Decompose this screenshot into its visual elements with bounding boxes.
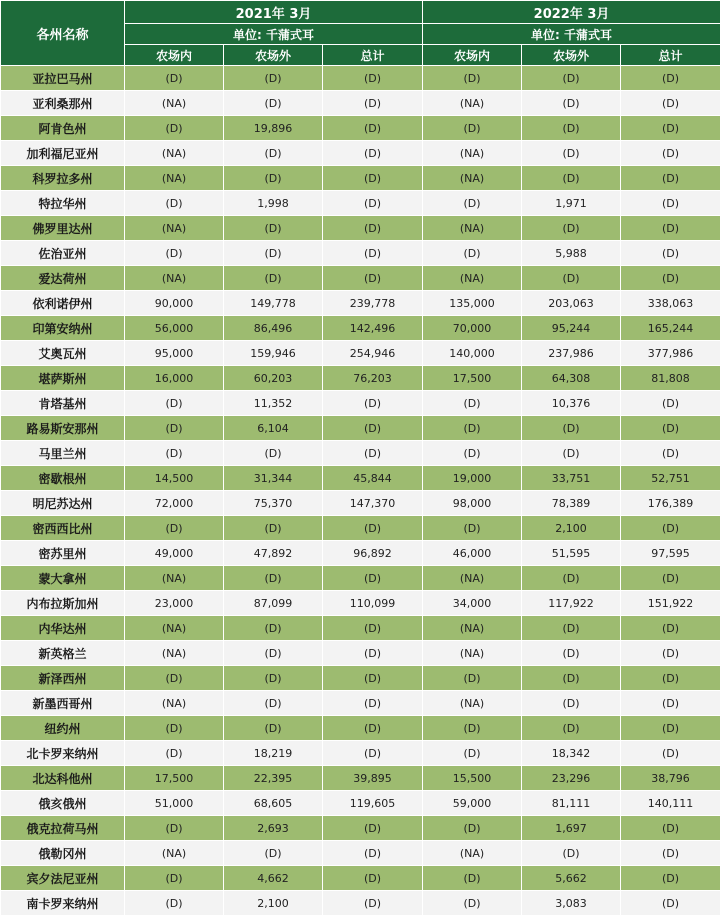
state-name-cell: 新英格兰	[1, 641, 125, 666]
total-2022-cell: 176,389	[621, 491, 720, 516]
on-farm-2022-cell: 135,000	[423, 291, 522, 316]
total-2021-cell: (D)	[323, 641, 423, 666]
year-2021-header: 2021年 3月	[125, 1, 423, 24]
on-farm-2021-cell: 49,000	[125, 541, 224, 566]
table-header	[1, 1, 720, 66]
on-farm-2022-cell: (D)	[423, 891, 522, 916]
off-farm-2022-cell: (D)	[522, 641, 621, 666]
table-row	[1, 866, 720, 891]
off-farm-2021-cell: (D)	[224, 266, 323, 291]
off-farm-2021-cell: (D)	[224, 141, 323, 166]
on-farm-2021-cell: (D)	[125, 416, 224, 441]
total-2022-cell: (D)	[621, 891, 720, 916]
state-name-cell: 特拉华州	[1, 191, 125, 216]
off-farm-2021-cell: (D)	[224, 66, 323, 91]
total-2021-cell: (D)	[323, 516, 423, 541]
on-farm-2021-cell: (NA)	[125, 266, 224, 291]
state-name-cell: 加利福尼亚州	[1, 141, 125, 166]
table-row	[1, 91, 720, 116]
on-farm-2022-cell: (D)	[423, 441, 522, 466]
off-farm-2021-cell: 87,099	[224, 591, 323, 616]
state-name-cell: 新墨西哥州	[1, 691, 125, 716]
table-row	[1, 241, 720, 266]
total-2021-cell: (D)	[323, 691, 423, 716]
table-row	[1, 741, 720, 766]
total-2022-cell: (D)	[621, 566, 720, 591]
off-farm-2021-cell: 19,896	[224, 116, 323, 141]
off-farm-2021-cell: 68,605	[224, 791, 323, 816]
on-farm-2022-cell: (NA)	[423, 91, 522, 116]
table-row	[1, 641, 720, 666]
off-farm-2022-cell: (D)	[522, 666, 621, 691]
total-2022-cell: (D)	[621, 666, 720, 691]
off-farm-2021-cell: 6,104	[224, 416, 323, 441]
off-farm-2021-cell: (D)	[224, 241, 323, 266]
state-name-cell: 阿肯色州	[1, 116, 125, 141]
off-farm-2022-cell: (D)	[522, 266, 621, 291]
total-2022-cell: (D)	[621, 616, 720, 641]
on-farm-2021-cell: (D)	[125, 391, 224, 416]
on-farm-2022-cell: 46,000	[423, 541, 522, 566]
total-2021-cell: (D)	[323, 241, 423, 266]
on-farm-2021-cell: (D)	[125, 716, 224, 741]
table-row	[1, 166, 720, 191]
state-name-cell: 科罗拉多州	[1, 166, 125, 191]
on-farm-2021-cell: (D)	[125, 516, 224, 541]
total-2022-cell: (D)	[621, 241, 720, 266]
state-name-cell: 明尼苏达州	[1, 491, 125, 516]
state-name-cell: 新泽西州	[1, 666, 125, 691]
on-farm-2021-cell: (NA)	[125, 141, 224, 166]
table-row	[1, 491, 720, 516]
on-farm-2022-cell: (NA)	[423, 216, 522, 241]
total-2021-cell: (D)	[323, 141, 423, 166]
total-2021-cell: (D)	[323, 566, 423, 591]
total-2022-cell: 140,111	[621, 791, 720, 816]
total-2022-cell: 165,244	[621, 316, 720, 341]
table-row	[1, 891, 720, 916]
total-2022-cell: (D)	[621, 116, 720, 141]
on-farm-2022-cell: 98,000	[423, 491, 522, 516]
off-farm-2022-cell: 5,662	[522, 866, 621, 891]
table-row	[1, 841, 720, 866]
off-farm-2022-cell: 1,971	[522, 191, 621, 216]
off-farm-2022-cell: 5,988	[522, 241, 621, 266]
total-2021-cell: (D)	[323, 216, 423, 241]
off-farm-2022-cell: 78,389	[522, 491, 621, 516]
off-farm-2022-cell: 23,296	[522, 766, 621, 791]
table-row	[1, 416, 720, 441]
total-2021-cell: (D)	[323, 166, 423, 191]
state-name-cell: 俄克拉荷马州	[1, 816, 125, 841]
off-farm-2021-cell: 31,344	[224, 466, 323, 491]
on-farm-2021-cell: (D)	[125, 666, 224, 691]
total-2021-cell: 147,370	[323, 491, 423, 516]
on-farm-2022-cell: (D)	[423, 516, 522, 541]
on-farm-2021-cell: 16,000	[125, 366, 224, 391]
on-farm-2021-cell: (D)	[125, 816, 224, 841]
off-farm-2021-cell: 60,203	[224, 366, 323, 391]
total-2021-cell: 119,605	[323, 791, 423, 816]
total-2022-cell: (D)	[621, 141, 720, 166]
total-2021-cell: (D)	[323, 891, 423, 916]
off-farm-2022-cell: (D)	[522, 216, 621, 241]
on-farm-2022-cell: 19,000	[423, 466, 522, 491]
off-farm-2021-cell: (D)	[224, 641, 323, 666]
off-farm-2021-cell: 159,946	[224, 341, 323, 366]
off-farm-2021-cell: 86,496	[224, 316, 323, 341]
total-2021-cell: 254,946	[323, 341, 423, 366]
on-farm-2021-cell: (D)	[125, 116, 224, 141]
off-farm-2022-cell: 64,308	[522, 366, 621, 391]
off-farm-2022-cell: (D)	[522, 166, 621, 191]
state-name-cell: 印第安纳州	[1, 316, 125, 341]
total-2021-cell: 239,778	[323, 291, 423, 316]
table-row	[1, 591, 720, 616]
state-name-cell: 南卡罗来纳州	[1, 891, 125, 916]
total-2022-cell: (D)	[621, 216, 720, 241]
off-farm-2022-cell: (D)	[522, 616, 621, 641]
off-farm-2021-cell: 1,998	[224, 191, 323, 216]
table-row	[1, 766, 720, 791]
total-2022-cell: (D)	[621, 866, 720, 891]
off-farm-2021-cell: (D)	[224, 691, 323, 716]
state-name-cell: 堪萨斯州	[1, 366, 125, 391]
total-2021-cell: (D)	[323, 666, 423, 691]
total-2022-cell: (D)	[621, 516, 720, 541]
on-farm-2022-cell: (NA)	[423, 691, 522, 716]
state-name-cell: 俄勒冈州	[1, 841, 125, 866]
state-name-cell: 内华达州	[1, 616, 125, 641]
total-2021-cell: (D)	[323, 66, 423, 91]
total-2021-cell: (D)	[323, 191, 423, 216]
total-2021-cell: (D)	[323, 391, 423, 416]
state-name-cell: 亚拉巴马州	[1, 66, 125, 91]
off-farm-2022-cell: (D)	[522, 66, 621, 91]
total-header-2022: 总计	[621, 45, 720, 66]
on-farm-2021-cell: 90,000	[125, 291, 224, 316]
on-farm-2022-cell: (D)	[423, 416, 522, 441]
state-name-cell: 依利诺伊州	[1, 291, 125, 316]
table-row	[1, 616, 720, 641]
off-farm-2022-cell: (D)	[522, 566, 621, 591]
state-name-cell: 北卡罗来纳州	[1, 741, 125, 766]
total-2022-cell: (D)	[621, 691, 720, 716]
total-2022-cell: 81,808	[621, 366, 720, 391]
off-farm-2022-cell: (D)	[522, 691, 621, 716]
total-2022-cell: (D)	[621, 841, 720, 866]
state-name-cell: 内布拉斯加州	[1, 591, 125, 616]
total-2022-cell: (D)	[621, 166, 720, 191]
total-2022-cell: (D)	[621, 191, 720, 216]
off-farm-2021-cell: (D)	[224, 91, 323, 116]
table-row	[1, 666, 720, 691]
table-row	[1, 791, 720, 816]
total-2022-cell: (D)	[621, 741, 720, 766]
table-row	[1, 516, 720, 541]
on-farm-2022-cell: (D)	[423, 191, 522, 216]
on-farm-2022-cell: (D)	[423, 666, 522, 691]
total-2022-cell: (D)	[621, 91, 720, 116]
on-farm-2021-cell: (NA)	[125, 691, 224, 716]
table-row	[1, 366, 720, 391]
off-farm-2021-cell: (D)	[224, 566, 323, 591]
on-farm-2021-cell: (D)	[125, 241, 224, 266]
table-row	[1, 141, 720, 166]
unit-header-2021: 单位: 千蒲式耳	[125, 24, 423, 45]
on-farm-2022-cell: (D)	[423, 116, 522, 141]
off-farm-2022-cell: (D)	[522, 441, 621, 466]
on-farm-2022-cell: 70,000	[423, 316, 522, 341]
table-row	[1, 191, 720, 216]
state-name-cell: 佐治亚州	[1, 241, 125, 266]
off-farm-2022-cell: 2,100	[522, 516, 621, 541]
on-farm-header-2022: 农场内	[423, 45, 522, 66]
table-row	[1, 466, 720, 491]
on-farm-2021-cell: (NA)	[125, 641, 224, 666]
on-farm-2021-cell: 14,500	[125, 466, 224, 491]
state-name-cell: 艾奥瓦州	[1, 341, 125, 366]
on-farm-2021-cell: (NA)	[125, 166, 224, 191]
table-row	[1, 566, 720, 591]
state-name-cell: 佛罗里达州	[1, 216, 125, 241]
off-farm-2021-cell: 22,395	[224, 766, 323, 791]
off-farm-2021-cell: 4,662	[224, 866, 323, 891]
state-name-cell: 密西西比州	[1, 516, 125, 541]
off-farm-2021-cell: 149,778	[224, 291, 323, 316]
unit-header-2022: 单位: 千蒲式耳	[423, 24, 720, 45]
state-name-cell: 路易斯安那州	[1, 416, 125, 441]
table-row	[1, 216, 720, 241]
on-farm-2022-cell: (NA)	[423, 841, 522, 866]
off-farm-2021-cell: (D)	[224, 216, 323, 241]
on-farm-2022-cell: 59,000	[423, 791, 522, 816]
on-farm-2021-cell: (NA)	[125, 91, 224, 116]
table-row	[1, 816, 720, 841]
total-2022-cell: (D)	[621, 66, 720, 91]
off-farm-2021-cell: (D)	[224, 441, 323, 466]
year-2022-header: 2022年 3月	[423, 1, 720, 24]
state-name-cell: 爱达荷州	[1, 266, 125, 291]
on-farm-2021-cell: (D)	[125, 66, 224, 91]
on-farm-2021-cell: (NA)	[125, 841, 224, 866]
total-2021-cell: 142,496	[323, 316, 423, 341]
total-2021-cell: (D)	[323, 616, 423, 641]
off-farm-2021-cell: (D)	[224, 516, 323, 541]
off-farm-2022-cell: (D)	[522, 716, 621, 741]
off-farm-2022-cell: (D)	[522, 416, 621, 441]
on-farm-2021-cell: (NA)	[125, 216, 224, 241]
on-farm-2021-cell: (D)	[125, 441, 224, 466]
state-name-cell: 北达科他州	[1, 766, 125, 791]
state-name-cell: 蒙大拿州	[1, 566, 125, 591]
on-farm-2022-cell: (NA)	[423, 166, 522, 191]
off-farm-2021-cell: 47,892	[224, 541, 323, 566]
off-farm-2022-cell: 95,244	[522, 316, 621, 341]
table-row	[1, 116, 720, 141]
table-row	[1, 316, 720, 341]
off-farm-2022-cell: (D)	[522, 91, 621, 116]
on-farm-header-2021: 农场内	[125, 45, 224, 66]
on-farm-2022-cell: (NA)	[423, 641, 522, 666]
off-farm-header-2022: 农场外	[522, 45, 621, 66]
on-farm-2022-cell: 17,500	[423, 366, 522, 391]
on-farm-2021-cell: (D)	[125, 191, 224, 216]
on-farm-2022-cell: (NA)	[423, 616, 522, 641]
off-farm-2021-cell: 2,693	[224, 816, 323, 841]
total-2022-cell: (D)	[621, 816, 720, 841]
total-2021-cell: 39,895	[323, 766, 423, 791]
off-farm-2022-cell: 203,063	[522, 291, 621, 316]
table-row	[1, 266, 720, 291]
state-name-cell: 密苏里州	[1, 541, 125, 566]
off-farm-2021-cell: (D)	[224, 716, 323, 741]
off-farm-2022-cell: 51,595	[522, 541, 621, 566]
on-farm-2022-cell: (D)	[423, 741, 522, 766]
total-2021-cell: (D)	[323, 816, 423, 841]
total-2022-cell: 52,751	[621, 466, 720, 491]
on-farm-2022-cell: (NA)	[423, 141, 522, 166]
on-farm-2022-cell: (D)	[423, 716, 522, 741]
off-farm-2022-cell: 10,376	[522, 391, 621, 416]
off-farm-header-2021: 农场外	[224, 45, 323, 66]
state-name-cell: 宾夕法尼亚州	[1, 866, 125, 891]
on-farm-2021-cell: 23,000	[125, 591, 224, 616]
total-2022-cell: 97,595	[621, 541, 720, 566]
state-name-cell: 亚利桑那州	[1, 91, 125, 116]
table-row	[1, 391, 720, 416]
state-name-cell: 肯塔基州	[1, 391, 125, 416]
on-farm-2021-cell: (NA)	[125, 566, 224, 591]
on-farm-2022-cell: 140,000	[423, 341, 522, 366]
table-row	[1, 441, 720, 466]
on-farm-2022-cell: (NA)	[423, 266, 522, 291]
state-name-cell: 马里兰州	[1, 441, 125, 466]
total-2021-cell: (D)	[323, 441, 423, 466]
state-name-cell: 俄亥俄州	[1, 791, 125, 816]
on-farm-2022-cell: (NA)	[423, 566, 522, 591]
total-2021-cell: (D)	[323, 716, 423, 741]
table-row	[1, 291, 720, 316]
total-2021-cell: (D)	[323, 866, 423, 891]
on-farm-2022-cell: (D)	[423, 241, 522, 266]
off-farm-2022-cell: 18,342	[522, 741, 621, 766]
on-farm-2021-cell: 51,000	[125, 791, 224, 816]
off-farm-2021-cell: (D)	[224, 841, 323, 866]
total-2022-cell: (D)	[621, 716, 720, 741]
on-farm-2022-cell: (D)	[423, 66, 522, 91]
total-2021-cell: (D)	[323, 116, 423, 141]
off-farm-2022-cell: 237,986	[522, 341, 621, 366]
on-farm-2021-cell: 17,500	[125, 766, 224, 791]
total-2021-cell: 110,099	[323, 591, 423, 616]
off-farm-2021-cell: 75,370	[224, 491, 323, 516]
table-row	[1, 716, 720, 741]
total-2022-cell: 151,922	[621, 591, 720, 616]
on-farm-2022-cell: 15,500	[423, 766, 522, 791]
on-farm-2021-cell: (D)	[125, 741, 224, 766]
off-farm-2021-cell: (D)	[224, 166, 323, 191]
total-2021-cell: 96,892	[323, 541, 423, 566]
table-row	[1, 341, 720, 366]
off-farm-2021-cell: 11,352	[224, 391, 323, 416]
state-name-cell: 纽约州	[1, 716, 125, 741]
total-2021-cell: (D)	[323, 416, 423, 441]
state-column-header: 各州名称	[1, 1, 125, 66]
on-farm-2021-cell: (D)	[125, 891, 224, 916]
on-farm-2022-cell: (D)	[423, 816, 522, 841]
table-row	[1, 66, 720, 91]
on-farm-2021-cell: (D)	[125, 866, 224, 891]
total-2022-cell: 377,986	[621, 341, 720, 366]
off-farm-2022-cell: (D)	[522, 841, 621, 866]
table-body	[1, 66, 720, 916]
off-farm-2022-cell: 3,083	[522, 891, 621, 916]
on-farm-2022-cell: (D)	[423, 391, 522, 416]
on-farm-2021-cell: 95,000	[125, 341, 224, 366]
total-2022-cell: (D)	[621, 266, 720, 291]
off-farm-2021-cell: (D)	[224, 616, 323, 641]
state-name-cell: 密歇根州	[1, 466, 125, 491]
off-farm-2021-cell: (D)	[224, 666, 323, 691]
off-farm-2022-cell: 117,922	[522, 591, 621, 616]
off-farm-2022-cell: (D)	[522, 141, 621, 166]
off-farm-2022-cell: 81,111	[522, 791, 621, 816]
total-2021-cell: (D)	[323, 266, 423, 291]
off-farm-2021-cell: 2,100	[224, 891, 323, 916]
total-2021-cell: (D)	[323, 91, 423, 116]
on-farm-2021-cell: (NA)	[125, 616, 224, 641]
total-2022-cell: 38,796	[621, 766, 720, 791]
total-2022-cell: (D)	[621, 441, 720, 466]
total-2021-cell: (D)	[323, 841, 423, 866]
off-farm-2021-cell: 18,219	[224, 741, 323, 766]
total-2021-cell: 76,203	[323, 366, 423, 391]
total-2022-cell: 338,063	[621, 291, 720, 316]
total-2021-cell: 45,844	[323, 466, 423, 491]
off-farm-2022-cell: 1,697	[522, 816, 621, 841]
on-farm-2022-cell: (D)	[423, 866, 522, 891]
total-header-2021: 总计	[323, 45, 423, 66]
off-farm-2022-cell: (D)	[522, 116, 621, 141]
table-row	[1, 541, 720, 566]
total-2022-cell: (D)	[621, 391, 720, 416]
total-2022-cell: (D)	[621, 641, 720, 666]
off-farm-2022-cell: 33,751	[522, 466, 621, 491]
total-2022-cell: (D)	[621, 416, 720, 441]
total-2021-cell: (D)	[323, 741, 423, 766]
on-farm-2022-cell: 34,000	[423, 591, 522, 616]
table-row	[1, 691, 720, 716]
on-farm-2021-cell: 72,000	[125, 491, 224, 516]
on-farm-2021-cell: 56,000	[125, 316, 224, 341]
